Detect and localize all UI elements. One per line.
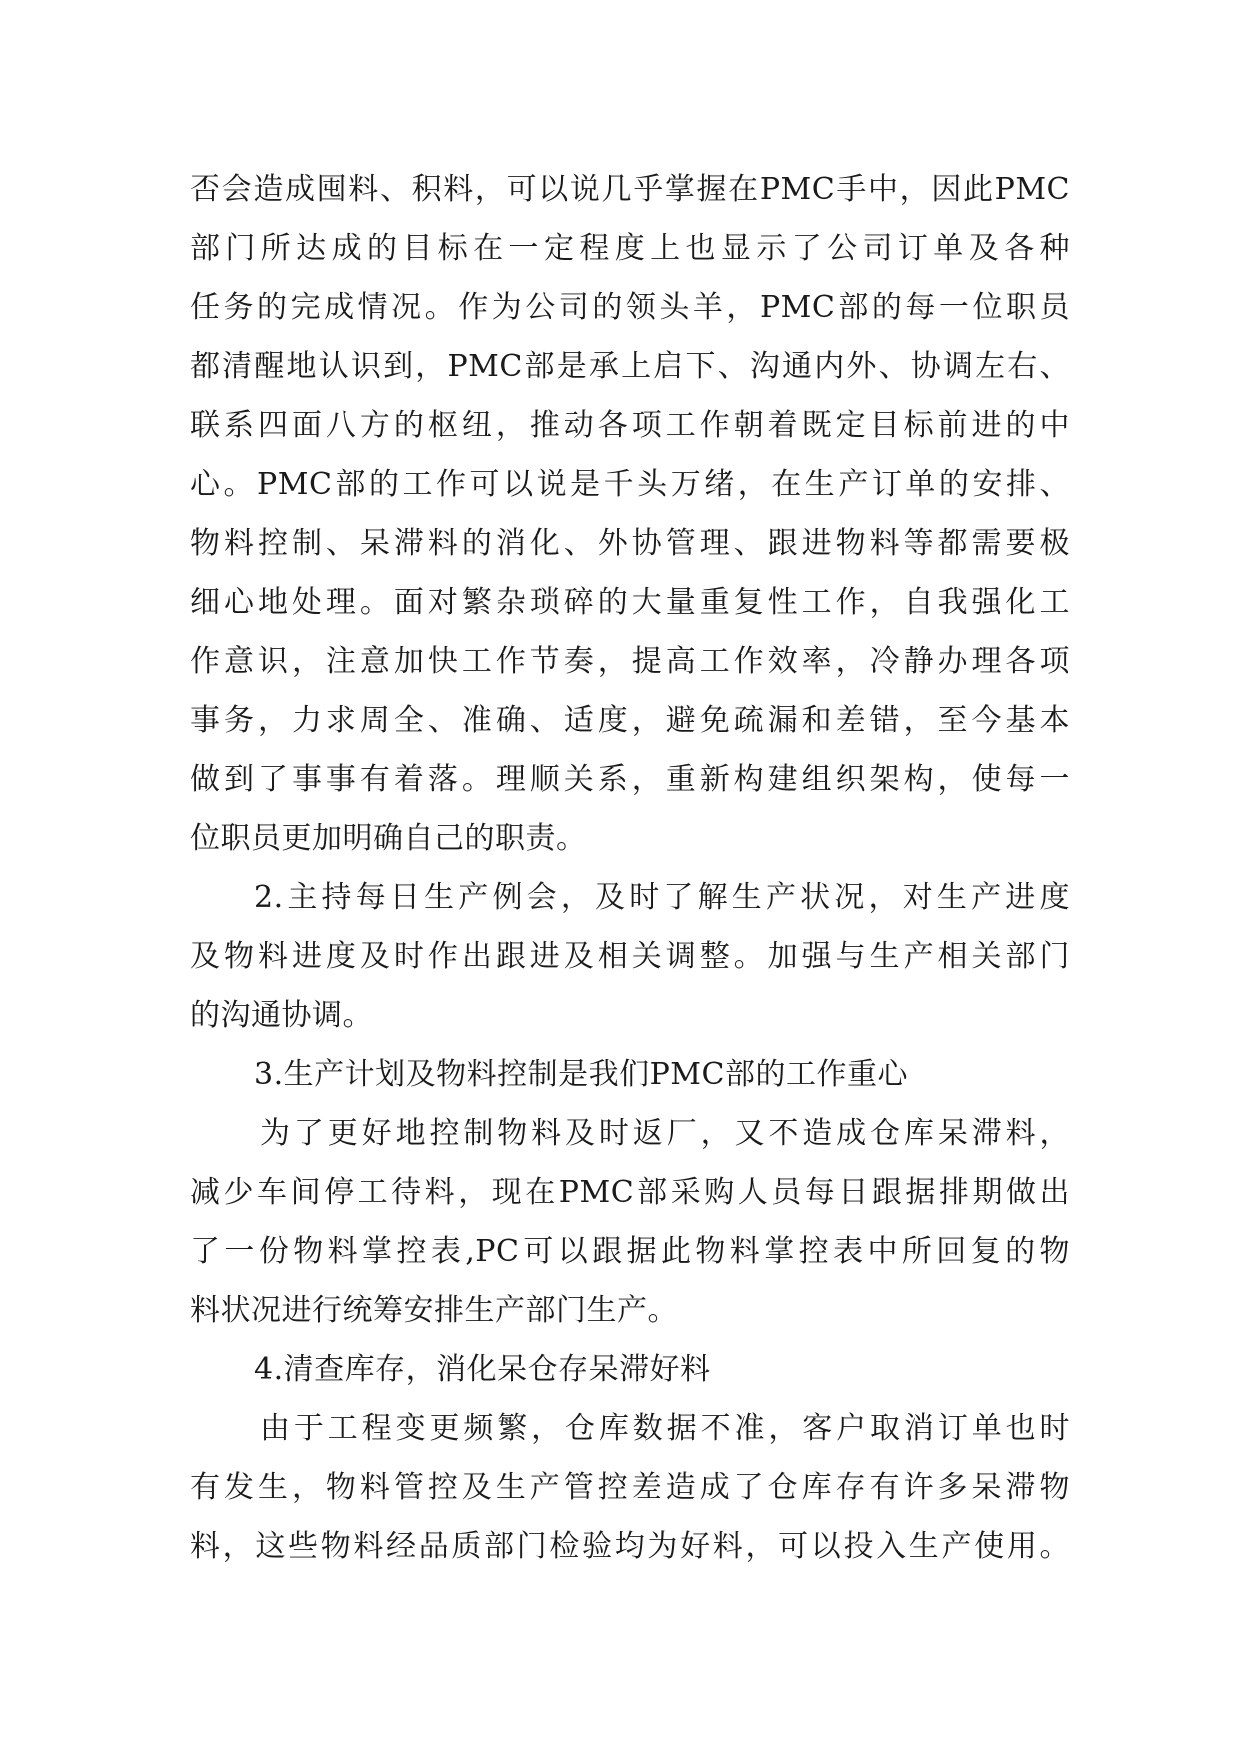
text-line: 位职员更加明确自己的职责。	[190, 821, 587, 856]
text-line: 做到了事事有着落。理顺关系，重新构建组织架构，使每一	[190, 762, 1070, 797]
text-line: 作意识，注意加快工作节奏，提高工作效率，冷静办理各项	[190, 644, 1070, 679]
list-item-2-line: 2.主持每日生产例会，及时了解生产状况，对生产进度	[254, 880, 1070, 915]
text-line: 都清醒地认识到，PMC部是承上启下、沟通内外、协调左右、	[190, 349, 1070, 384]
list-item-3-heading: 3.生产计划及物料控制是我们PMC部的工作重心	[254, 1057, 908, 1092]
list-item-4-heading: 4.清查库存，消化呆仓存呆滞好料	[254, 1352, 711, 1387]
text-line: 料状况进行统筹安排生产部门生产。	[190, 1293, 678, 1328]
text-line: 减少车间停工待料，现在PMC部采购人员每日跟据排期做出	[190, 1175, 1070, 1210]
text-line: 心。PMC部的工作可以说是千头万绪，在生产订单的安排、	[190, 467, 1070, 502]
text-line: 为了更好地控制物料及时返厂，又不造成仓库呆滞料，	[260, 1116, 1070, 1151]
text-line: 由于工程变更频繁，仓库数据不准，客户取消订单也时	[260, 1411, 1070, 1446]
text-line: 物料控制、呆滞料的消化、外协管理、跟进物料等都需要极	[190, 526, 1070, 561]
body-text	[190, 160, 1070, 1576]
text-line: 的沟通协调。	[190, 998, 373, 1033]
text-line: 部门所达成的目标在一定程度上也显示了公司订单及各种	[190, 231, 1070, 266]
text-line: 料，这些物料经品质部门检验均为好料，可以投入生产使用。	[190, 1529, 1070, 1564]
text-line: 事务，力求周全、准确、适度，避免疏漏和差错，至今基本	[190, 703, 1070, 738]
text-line: 有发生，物料管控及生产管控差造成了仓库存有许多呆滞物	[190, 1470, 1070, 1505]
text-line: 及物料进度及时作出跟进及相关调整。加强与生产相关部门	[190, 939, 1070, 974]
text-line: 了一份物料掌控表,PC可以跟据此物料掌控表中所回复的物	[190, 1234, 1070, 1269]
text-line: 否会造成囤料、积料，可以说几乎掌握在PMC手中，因此PMC	[190, 172, 1070, 207]
text-line: 联系四面八方的枢纽，推动各项工作朝着既定目标前进的中	[190, 408, 1070, 443]
text-line: 任务的完成情况。作为公司的领头羊，PMC部的每一位职员	[190, 290, 1070, 325]
text-line: 细心地处理。面对繁杂琐碎的大量重复性工作，自我强化工	[190, 585, 1070, 620]
